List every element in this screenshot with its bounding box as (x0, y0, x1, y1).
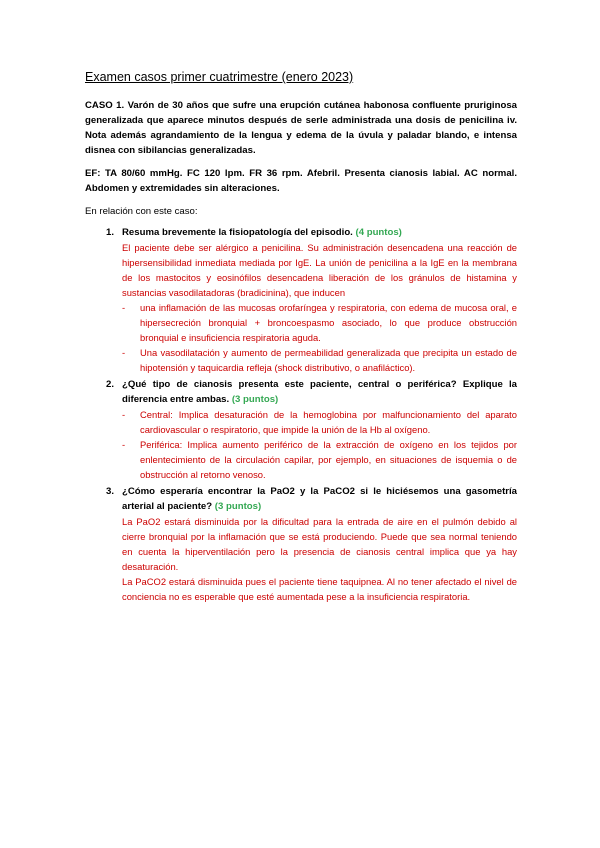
bullet-text: Periférica: Implica aumento periférico de la extracción de oxígeno en los tejidos por enlentecimiento de la circulación capilar, por ejemplo, en situaciones de isquemia o de obstrucción al retorno venoso. (140, 439, 517, 480)
question-2 (85, 377, 517, 482)
intro-text: En relación con este caso: (85, 206, 198, 217)
bullet-text: Central: Implica desaturación de la hemoglobina por malfuncionamiento del aparato cardiovascular o respiratorio, que impide la unión de la Hb al oxígeno. (140, 409, 517, 435)
question-points: (3 puntos) (231, 394, 279, 405)
case-text: Varón de 30 años que sufre una erupción cutánea habonosa confluente pruriginosa generalizada que aparece minutos después de serle administrada una dosis de penicilina iv. Nota además agrandamiento de la lengua y edema de la úvula y paladar blando, e intensa disnea con sibilancias generalizadas. (85, 100, 517, 156)
question-1-text: Resuma brevemente la fisiopatología del episodio. (122, 227, 353, 238)
bullet-text: Una vasodilatación y aumento de permeabilidad generalizada que precipita un estado de hipotensión y taquicardia refleja (shock distributivo, o anafiláctico). (140, 347, 517, 373)
question-text (122, 484, 517, 514)
dash-mark: - (122, 409, 126, 420)
question-text (122, 377, 517, 407)
answer-bullet (122, 407, 517, 437)
document-page (85, 70, 517, 606)
answer-text: La PaO2 estará disminuida por la dificultad para la entrada de aire en el pulmón debido al cierre bronquial por la inflamación que se está produciendo. Puede que sea normal teniendo en cuenta la hiperventilación pero la presencia de cianosis central implica que ya hay desaturación. (122, 516, 517, 572)
question-number: 3. (106, 486, 115, 497)
dash-mark: - (122, 347, 126, 358)
answer-bullet (122, 300, 517, 345)
answer-bullets (122, 407, 517, 482)
dash-mark: - (122, 439, 126, 450)
question-3-text: ¿Cómo esperaría encontrar la PaO2 y la PaCO2 si le hiciésemos una gasometría arterial al paciente? (122, 486, 517, 512)
case-label: CASO 1. (85, 100, 125, 111)
answer-text: La PaCO2 estará disminuida pues el paciente tiene taquipnea. Al no tener afectado el nivel de conciencia no es esperable que esté aumentada pese a la insuficiencia respiratoria. (122, 576, 517, 602)
question-3 (85, 484, 517, 604)
question-points: (3 puntos) (214, 501, 262, 512)
question-number: 1. (106, 227, 115, 238)
question-points: (4 puntos) (355, 227, 402, 238)
question-number: 2. (106, 379, 115, 390)
question-text (122, 225, 517, 240)
answer-bullet (122, 437, 517, 482)
case-description (85, 98, 517, 158)
question-1 (85, 225, 517, 375)
answer-bullets (122, 300, 517, 375)
dash-mark: - (122, 302, 126, 313)
bullet-text: una inflamación de las mucosas orofaríngea y respiratoria, con edema de mucosa oral, e hipersecreción bronquial + broncoespasmo asociado, lo que produce obstrucción bronquial e insuficiencia respiratoria aguda. (140, 302, 517, 343)
answer-bullet (122, 345, 517, 375)
question-2-text: ¿Qué tipo de cianosis presenta este paciente, central o periférica? Explique la diferencia entre ambas. (122, 379, 517, 405)
physical-exam: EF: TA 80/60 mmHg. FC 120 lpm. FR 36 rpm. Afebril. Presenta cianosis labial. AC normal. Abdomen y extremidades sin alteraciones. (85, 168, 517, 194)
answer-text: El paciente debe ser alérgico a penicilina. Su administración desencadena una reacción de hipersensibilidad inmediata mediada por IgE. La unión de penicilina a la IgE en la membrana de los mastocitos y eosinófilos desencadena liberación de los gránulos de histamina y sustancias vasodilatadoras (bradicinina), que inducen (122, 242, 517, 298)
document-title: Examen casos primer cuatrimestre (enero 2023) (85, 70, 354, 84)
